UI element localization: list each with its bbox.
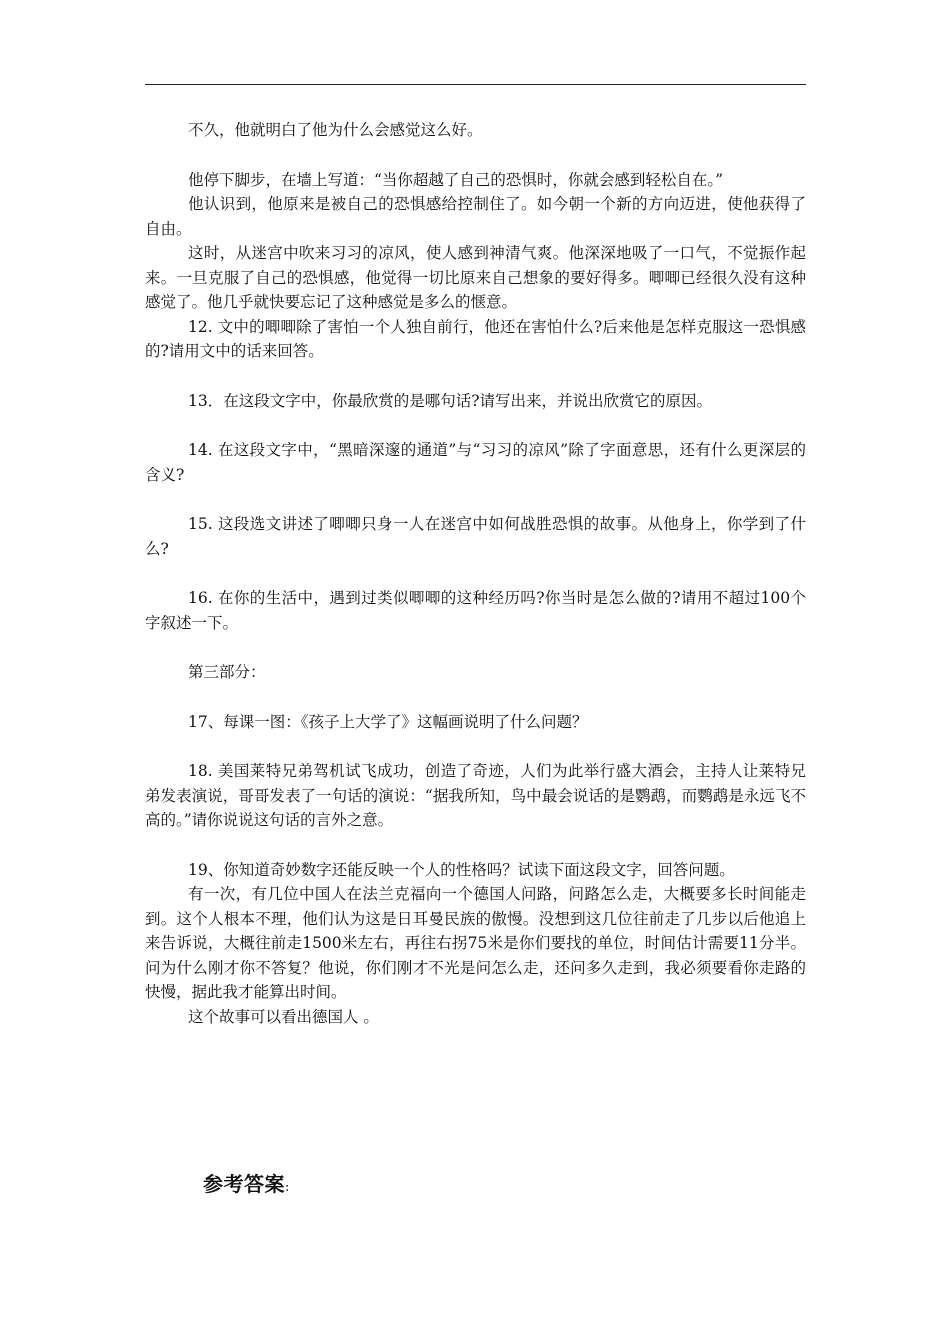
part-three-heading: 第三部分： [188,663,266,681]
spacer [145,685,806,710]
question-13: 13．在这段文字中，你最欣赏的是哪句话?请写出来，并说出欣赏它的原因。 [188,391,713,410]
question-19: 19、你知道奇妙数字还能反映一个人的性格吗？试读下面这段文字，回答问题。 [188,860,735,879]
question-18: 18. 美国莱特兄弟驾机试飞成功，创造了奇迹，人们为此举行盛大酒会，主持人让莱特兄弟发表演说，哥哥发表了一句话的演说：“据我所知，鸟中最会说话的是鹦鹉，而鹦鹉是永远飞不高的。”请你说说这句话的言外之意。 [145,762,806,829]
paragraph-freedom: 他认识到，他原来是被自己的恐惧感给控制住了。如今朝一个新的方向迈进，使他获得了自由。 [145,195,806,238]
question-17: 17、每课一图：《孩子上大学了》这幅画说明了什么问题？ [188,712,588,731]
question-14: 14. 在这段文字中，“黑暗深邃的通道”与“习习的凉风”除了字面意思，还有什么更深层的含义? [145,441,806,484]
document-body [145,118,806,1029]
answer-key-colon: : [285,1180,290,1195]
paragraph-german-story: 有一次，有几位中国人在法兰克福向一个德国人问路，问路怎么走，大概要多长时间能走到。这个人根本不理，他们认为这是日耳曼民族的傲慢。没想到这几位往前走了几步以后他追上来告诉说，大概往前走1500米左右，再往右拐75米是你们要找的单位，时间估计需要11分半。问为什么刚才你不答复？他说，你们刚才不光是问怎么走，还问多久走到，我必须要看你走路的快慢，据此我才能算出时间。 [145,885,806,1001]
header-rule [145,84,806,85]
paragraph-realization: 不久，他就明白了他为什么会感觉这么好。 [188,121,483,139]
spacer [145,635,806,660]
paragraph-conclusion: 这个故事可以看出德国人 。 [188,1007,379,1026]
question-15: 15. 这段选文讲述了唧唧只身一人在迷宫中如何战胜恐惧的故事。从他身上，你学到了什么? [145,515,806,558]
answer-key-title: 参考答案 [203,1172,285,1196]
spacer [145,364,806,389]
spacer [145,561,806,586]
spacer [145,734,806,759]
paragraph-wall-writing: 他停下脚步，在墙上写道：“当你超越了自己的恐惧时，你就会感到轻松自在。” [188,170,724,189]
question-12: 12. 文中的唧唧除了害怕一个人独自前行，他还在害怕什么?后来他是怎样克服这一恐惧感的?请用文中的话来回答。 [145,317,806,360]
spacer [145,487,806,512]
spacer [145,143,806,168]
question-16: 16. 在你的生活中，遇到过类似唧唧的这种经历吗?你当时是怎么做的?请用不超过100个字叙述一下。 [145,589,806,632]
spacer [145,413,806,438]
spacer [145,833,806,858]
paragraph-cool-breeze: 这时，从迷宫中吹来习习的凉风，使人感到神清气爽。他深深地吸了一口气，不觉振作起来。一旦克服了自己的恐惧感，他觉得一切比原来自己想象的要好得多。唧唧已经很久没有这种感觉了。他几乎就快要忘记了这种感觉是多么的惬意。 [145,244,806,311]
answer-key-heading [203,1168,290,1197]
